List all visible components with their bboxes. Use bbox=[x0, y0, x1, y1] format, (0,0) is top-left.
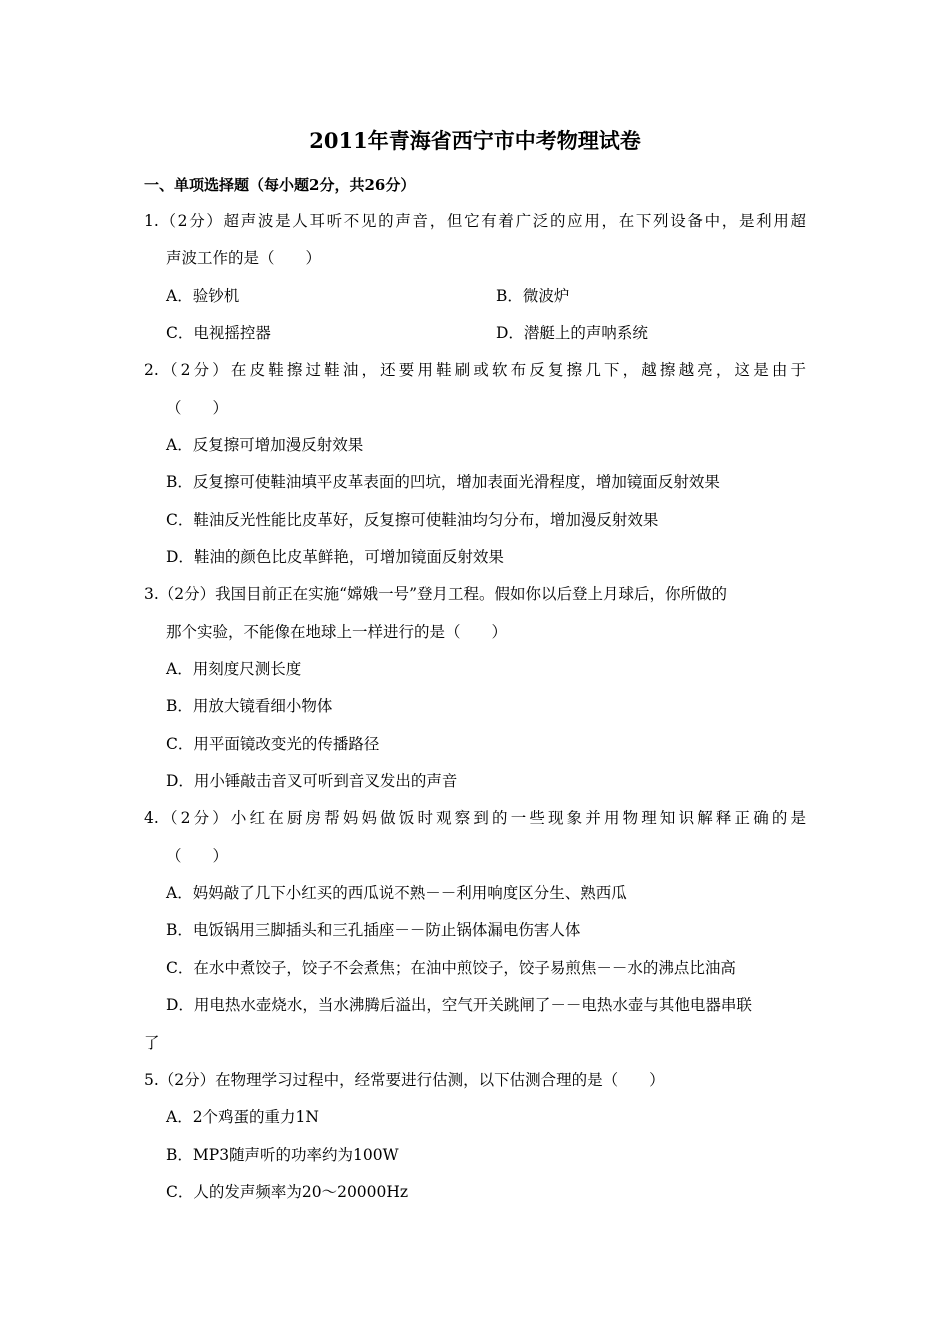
question-1-option-c: C．电视摇控器 bbox=[166, 324, 271, 342]
question-3-option-a: A．用刻度尺测长度 bbox=[166, 660, 302, 678]
question-4-option-b: B．电饭锅用三脚插头和三孔插座－－防止锅体漏电伤害人体 bbox=[166, 921, 581, 939]
question-3-stem: 3.（2分）我国目前正在实施“嫦娥一号”登月工程。假如你以后登上月球后，你所做的 bbox=[144, 585, 728, 603]
question-3-stem-cont: 那个实验，不能像在地球上一样进行的是（ ） bbox=[166, 623, 508, 641]
question-2-option-d: D．鞋油的颜色比皮革鲜艳，可增加镜面反射效果 bbox=[166, 548, 504, 566]
question-1-option-d: D．潜艇上的声呐系统 bbox=[496, 324, 648, 342]
question-4-option-c: C．在水中煮饺子，饺子不会煮焦；在油中煎饺子，饺子易煎焦－－水的沸点比油高 bbox=[166, 959, 736, 977]
question-1-option-b: B．微波炉 bbox=[496, 287, 570, 305]
question-5-option-b: B．MP3随声听的功率约为100W bbox=[166, 1146, 399, 1164]
question-2-stem-cont: （ ） bbox=[166, 399, 229, 417]
question-3-option-d: D．用小锤敲击音叉可听到音叉发出的声音 bbox=[166, 772, 458, 790]
question-3-option-b: B．用放大镜看细小物体 bbox=[166, 697, 333, 715]
question-5-option-a: A．2个鸡蛋的重力1N bbox=[166, 1108, 319, 1126]
question-2-stem: 2.（2分）在皮鞋擦过鞋油，还要用鞋刷或软布反复擦几下，越擦越亮，这是由于 bbox=[144, 361, 806, 379]
question-1-stem-cont: 声波工作的是（ ） bbox=[166, 249, 322, 267]
question-1-stem: 1.（2分）超声波是人耳听不见的声音，但它有着广泛的应用，在下列设备中，是利用超 bbox=[144, 212, 806, 230]
question-4-option-d-cont: 了 bbox=[144, 1034, 160, 1052]
question-2-option-a: A．反复擦可增加漫反射效果 bbox=[166, 436, 364, 454]
question-2-option-b: B．反复擦可使鞋油填平皮革表面的凹坑，增加表面光滑程度，增加镜面反射效果 bbox=[166, 473, 720, 491]
question-4-option-d: D．用电热水壶烧水，当水沸腾后溢出，空气开关跳闸了－－电热水壶与其他电器串联 bbox=[166, 996, 752, 1014]
question-5-option-c: C．人的发声频率为20～20000Hz bbox=[166, 1183, 409, 1201]
question-3-option-c: C．用平面镜改变光的传播路径 bbox=[166, 735, 380, 753]
exam-title: 2011年青海省西宁市中考物理试卷 bbox=[309, 128, 641, 153]
question-1-option-a: A．验钞机 bbox=[166, 287, 240, 305]
question-5-stem: 5.（2分）在物理学习过程中，经常要进行估测，以下估测合理的是（ ） bbox=[144, 1071, 665, 1089]
question-4-stem: 4.（2分）小红在厨房帮妈妈做饭时观察到的一些现象并用物理知识解释正确的是 bbox=[144, 809, 806, 827]
section-header: 一、单项选择题（每小题2分，共26分） bbox=[144, 176, 416, 194]
question-4-option-a: A．妈妈敲了几下小红买的西瓜说不熟－－利用响度区分生、熟西瓜 bbox=[166, 884, 627, 902]
question-2-option-c: C．鞋油反光性能比皮革好，反复擦可使鞋油均匀分布，增加漫反射效果 bbox=[166, 511, 659, 529]
question-4-stem-cont: （ ） bbox=[166, 847, 229, 865]
